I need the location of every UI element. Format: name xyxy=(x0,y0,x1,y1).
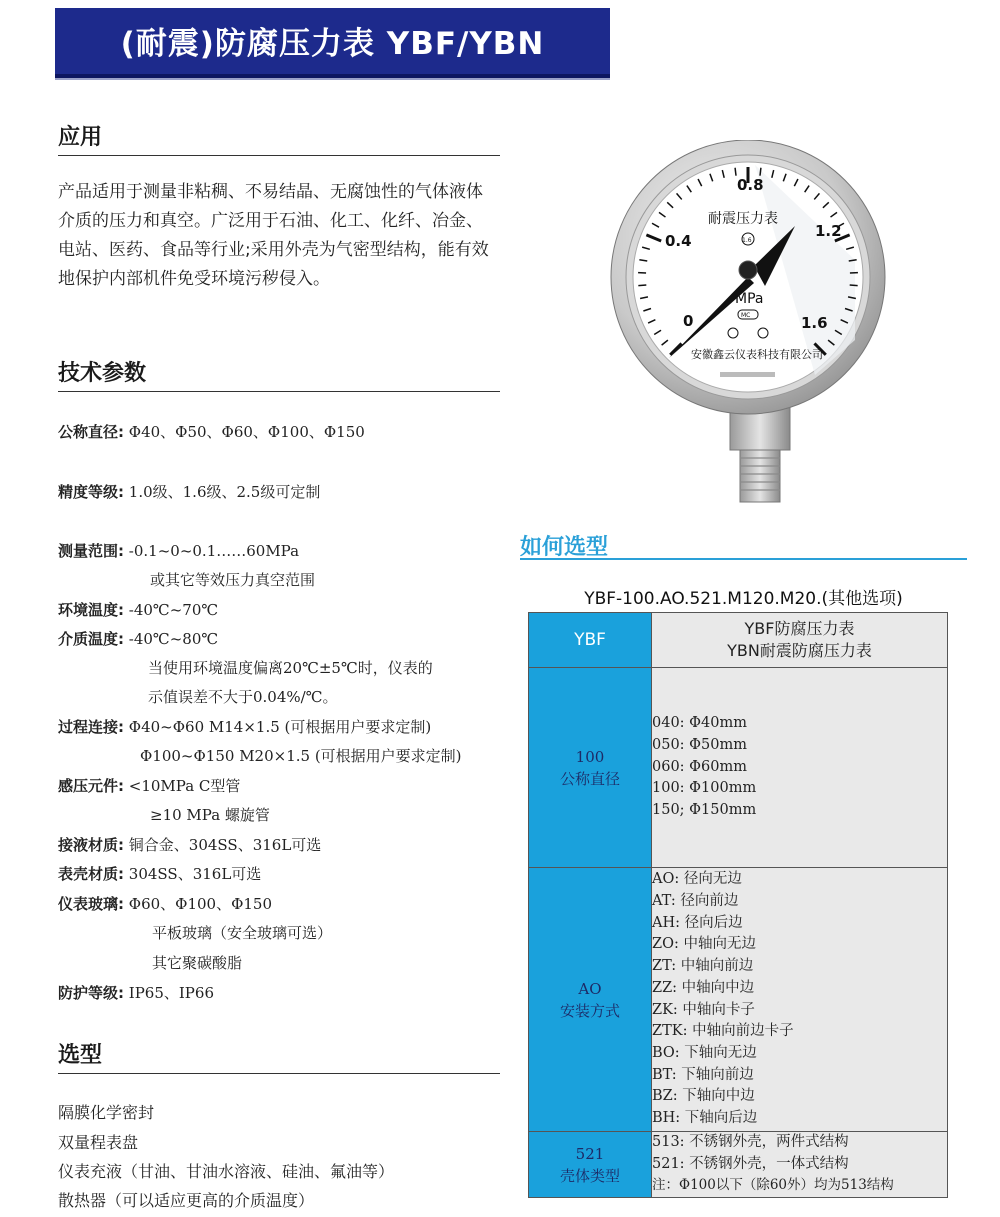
gauge-unit: MPa xyxy=(735,291,764,307)
table-row xyxy=(529,613,948,668)
spec-glass-cont1: 平板玻璃（安全玻璃可选） xyxy=(152,924,333,942)
gauge-maker: 安徽鑫云仪表科技有限公司 xyxy=(691,348,823,361)
spec-range: 测量范围: -0.1~0~0.1……60MPa xyxy=(58,542,300,560)
option-item: 双量程表盘 xyxy=(58,1133,139,1152)
table-row xyxy=(529,1132,948,1198)
gauge-tick xyxy=(850,285,858,286)
spec-connection: 过程连接: Φ40~Φ60 M14×1.5 (可根据用户要求定制) xyxy=(58,718,432,736)
table-key-cell: YBF xyxy=(529,613,652,668)
gauge-tick-label: 1.6 xyxy=(801,314,828,332)
gauge-tick-label: 0.4 xyxy=(665,232,692,250)
spec-sensing-element: 感压元件: <10MPa C型管 xyxy=(58,777,241,795)
section-selection-heading: 选型 xyxy=(58,1038,500,1074)
spec-connection-cont: Φ100~Φ150 M20×1.5 (可根据用户要求定制) xyxy=(140,747,462,765)
page-title: (耐震)防腐压力表 YBF/YBN xyxy=(120,26,545,62)
title-banner xyxy=(55,8,610,78)
gauge-tick-label: 0.8 xyxy=(737,176,764,194)
table-value-cell: 040: Φ40mm 050: Φ50mm 060: Φ60mm 100: Φ100mm 150; Φ150mm xyxy=(652,668,948,868)
spec-diameter: 公称直径: Φ40、Φ50、Φ60、Φ100、Φ150 xyxy=(58,423,365,441)
gauge-tick-label: 0 xyxy=(683,312,694,330)
spec-medium-temp-note1: 当使用环境温度偏离20℃±5℃时，仪表的 xyxy=(148,659,433,677)
gauge-mc-mark: MC xyxy=(741,312,751,319)
gauge-class: 1.6 xyxy=(742,237,752,244)
spec-wetted-material: 接液材质: 铜合金、304SS、316L可选 xyxy=(58,836,322,854)
gauge-tick-label: 1.2 xyxy=(815,222,842,240)
selection-table xyxy=(528,612,948,1198)
table-value-cell: 513: 不锈钢外壳，两件式结构 521: 不锈钢外壳，一体式结构 注：Φ100以下（除60外）均为513结构 xyxy=(652,1132,948,1198)
section-params-heading: 技术参数 xyxy=(58,356,500,392)
spec-glass-cont2: 其它聚碳酸脂 xyxy=(152,954,243,972)
section-application-heading: 应用 xyxy=(58,120,500,156)
option-item: 仪表充液（甘油、甘油水溶液、硅油、氟油等） xyxy=(58,1162,395,1181)
option-item: 隔膜化学密封 xyxy=(58,1103,155,1122)
option-item: 散热器（可以适应更高的介质温度） xyxy=(58,1191,315,1210)
application-paragraph: 产品适用于测量非粘稠、不易结晶、无腐蚀性的气体液体介质的压力和真空。广泛用于石油、化工、化纤、冶金、电站、医药、食品等行业;采用外壳为气密型结构，能有效地保护内部机件免受环境污秽侵入。 xyxy=(58,182,489,289)
table-row xyxy=(529,668,948,868)
section-howto-heading: 如何选型 xyxy=(520,530,967,560)
gauge-tick xyxy=(638,285,646,286)
spec-ambient-temp: 环境温度: -40℃~70℃ xyxy=(58,601,219,619)
spec-protection: 防护等级: IP65、IP66 xyxy=(58,984,214,1002)
spec-case-material: 表壳材质: 304SS、316L可选 xyxy=(58,865,262,883)
pressure-gauge-image xyxy=(605,140,905,510)
table-value-cell: AO: 径向无边 AT: 径向前边 AH: 径向后边 ZO: 中轴向无边 ZT: 中轴向前边 ZZ: 中轴向中边 ZK: 中轴向卡子 ZTK: 中轴向前边卡子 BO: 下轴向无边 BT: 下轴向前边 BZ: 下轴向中边 BH: 下轴向后边 xyxy=(652,868,948,1132)
table-key-cell: 100 公称直径 xyxy=(529,668,652,868)
model-code: YBF-100.AO.521.M120.M20.(其他选项) xyxy=(584,589,903,609)
spec-medium-temp-note2: 示值误差不大于0.04%/℃。 xyxy=(148,688,338,706)
spec-medium-temp: 介质温度: -40℃~80℃ xyxy=(58,630,219,648)
table-key-cell: 521 壳体类型 xyxy=(529,1132,652,1198)
table-row xyxy=(529,868,948,1132)
gauge-tick xyxy=(760,168,761,176)
spec-sensing-element-cont: ≥10 MPa 螺旋管 xyxy=(150,806,270,824)
table-key-cell: AO 安装方式 xyxy=(529,868,652,1132)
table-value-cell: YBF防腐压力表 YBN耐震防腐压力表 xyxy=(652,613,948,668)
gauge-dial-label: 耐震压力表 xyxy=(708,211,778,227)
spec-accuracy: 精度等级: 1.0级、1.6级、2.5级可定制 xyxy=(58,483,321,501)
spec-glass: 仪表玻璃: Φ60、Φ100、Φ150 xyxy=(58,895,273,913)
gauge-tick xyxy=(735,168,736,176)
spec-range-cont: 或其它等效压力真空范围 xyxy=(150,571,316,589)
